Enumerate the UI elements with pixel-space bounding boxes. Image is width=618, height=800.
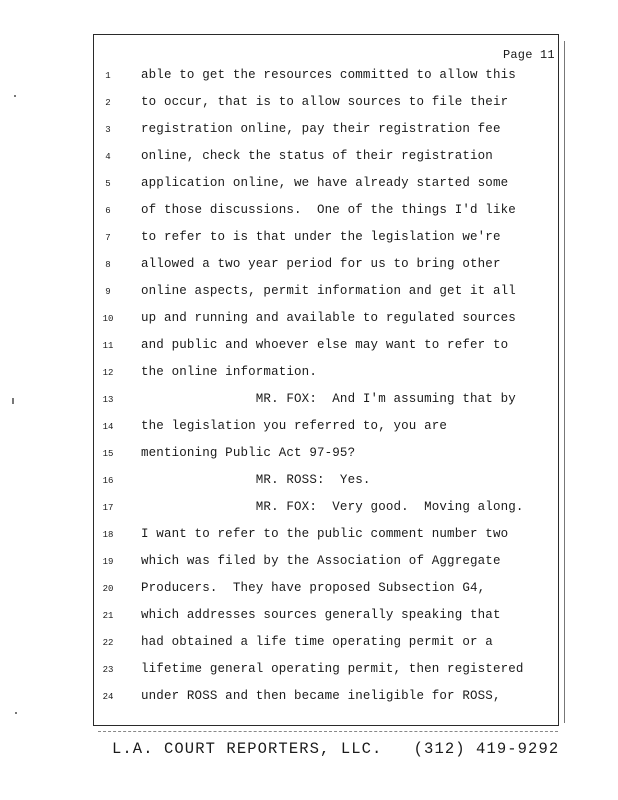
line-text: able to get the resources committed to allow this — [141, 68, 516, 82]
transcript-line — [0, 689, 618, 707]
court-reporter-footer: L.A. COURT REPORTERS, LLC. (312) 419-9292 — [112, 740, 560, 758]
line-number: 12 — [102, 368, 114, 378]
line-number: 24 — [102, 692, 114, 702]
transcript-line — [0, 311, 618, 329]
line-number: 10 — [102, 314, 114, 324]
line-number: 13 — [102, 395, 114, 405]
transcript-line — [0, 446, 618, 464]
frame-shadow-bottom — [98, 731, 558, 732]
line-number: 9 — [105, 287, 111, 297]
line-text: Producers. They have proposed Subsection G4, — [141, 581, 486, 595]
line-text: application online, we have already started some — [141, 176, 509, 190]
transcript-line — [0, 149, 618, 167]
scan-speck — [12, 398, 14, 404]
line-number: 15 — [102, 449, 114, 459]
transcript-line — [0, 176, 618, 194]
line-text: registration online, pay their registration fee — [141, 122, 501, 136]
transcript-line — [0, 500, 618, 518]
line-number: 22 — [102, 638, 114, 648]
transcript-line — [0, 392, 618, 410]
line-number: 17 — [102, 503, 114, 513]
transcript-line — [0, 365, 618, 383]
line-text: MR. ROSS: Yes. — [141, 473, 371, 487]
transcript-line — [0, 473, 618, 491]
transcript-line — [0, 635, 618, 653]
line-text: the legislation you referred to, you are — [141, 419, 448, 433]
line-text: to refer to is that under the legislation we're — [141, 230, 501, 244]
line-number: 20 — [102, 584, 114, 594]
transcript-line — [0, 608, 618, 626]
line-number: 14 — [102, 422, 114, 432]
line-number: 5 — [105, 179, 111, 189]
transcript-line — [0, 95, 618, 113]
line-number: 11 — [102, 341, 114, 351]
transcript-line — [0, 122, 618, 140]
line-text: of those discussions. One of the things I'd like — [141, 203, 516, 217]
line-text: under ROSS and then became ineligible for ROSS, — [141, 689, 501, 703]
line-text: to occur, that is to allow sources to file their — [141, 95, 509, 109]
line-text: the online information. — [141, 365, 317, 379]
line-text: online, check the status of their registration — [141, 149, 493, 163]
line-number: 16 — [102, 476, 114, 486]
line-text: I want to refer to the public comment number two — [141, 527, 509, 541]
line-number: 6 — [105, 206, 111, 216]
transcript-line — [0, 230, 618, 248]
line-number: 8 — [105, 260, 111, 270]
scan-speck — [15, 712, 17, 714]
transcript-line — [0, 68, 618, 86]
line-text: and public and whoever else may want to refer to — [141, 338, 509, 352]
transcript-line — [0, 527, 618, 545]
transcript-line — [0, 662, 618, 680]
scan-speck — [14, 95, 16, 97]
line-number: 21 — [102, 611, 114, 621]
line-number: 3 — [105, 125, 111, 135]
line-number: 1 — [105, 71, 111, 81]
transcript-line — [0, 284, 618, 302]
transcript-line — [0, 581, 618, 599]
line-text: which addresses sources generally speaking that — [141, 608, 501, 622]
line-text: MR. FOX: Very good. Moving along. — [141, 500, 524, 514]
transcript-line — [0, 338, 618, 356]
transcript-line — [0, 203, 618, 221]
line-text: allowed a two year period for us to bring other — [141, 257, 501, 271]
line-text: which was filed by the Association of Aggregate — [141, 554, 501, 568]
page-number: Page 11 — [503, 48, 555, 62]
line-number: 7 — [105, 233, 111, 243]
transcript-line — [0, 257, 618, 275]
line-number: 23 — [102, 665, 114, 675]
line-text: online aspects, permit information and get it all — [141, 284, 516, 298]
line-text: MR. FOX: And I'm assuming that by — [141, 392, 516, 406]
line-number: 4 — [105, 152, 111, 162]
line-text: had obtained a life time operating permit or a — [141, 635, 493, 649]
line-number: 2 — [105, 98, 111, 108]
line-number: 18 — [102, 530, 114, 540]
line-text: up and running and available to regulated sources — [141, 311, 516, 325]
line-text: lifetime general operating permit, then registered — [141, 662, 524, 676]
line-number: 19 — [102, 557, 114, 567]
line-text: mentioning Public Act 97-95? — [141, 446, 356, 460]
transcript-line — [0, 419, 618, 437]
transcript-line — [0, 554, 618, 572]
